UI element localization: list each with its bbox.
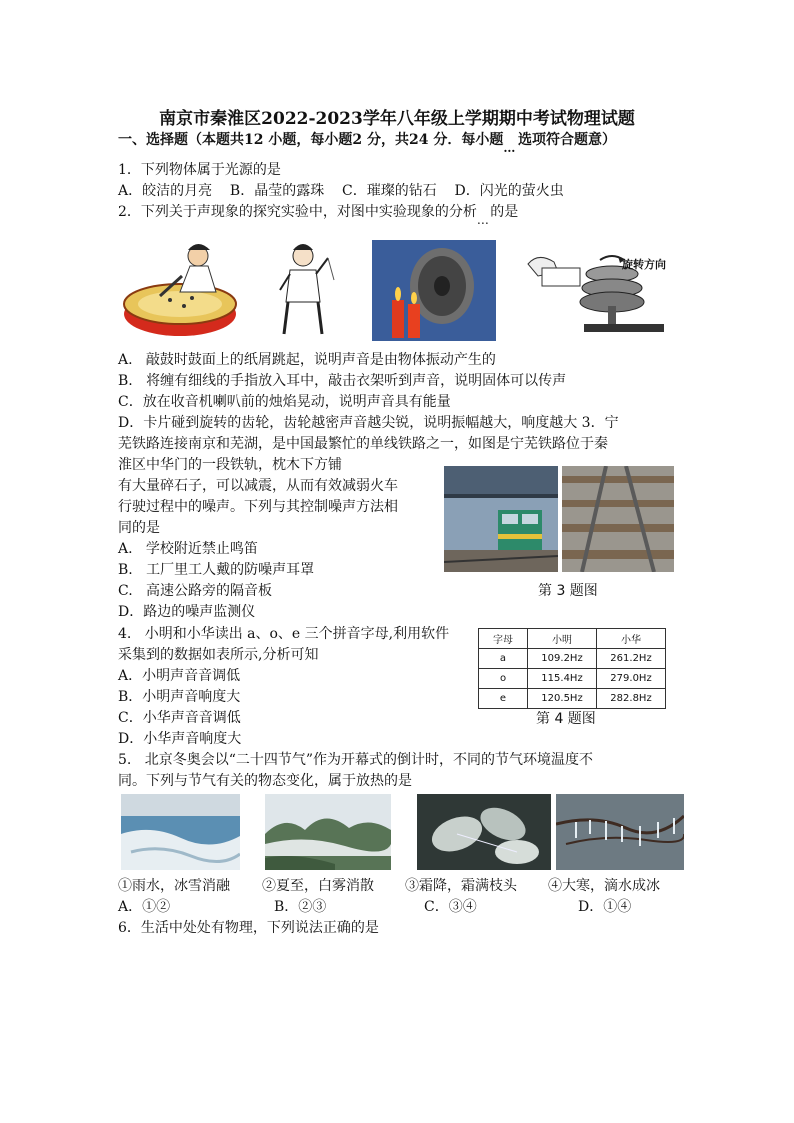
- q3-line-2: 淮区中华门的一段铁轨，枕木下方铺: [118, 457, 342, 473]
- table-cell: 279.0Hz: [597, 669, 666, 689]
- q3-line-3: 有大量碎石子，可以减震，从而有效减弱火车: [118, 478, 398, 494]
- icicles-photo: [556, 794, 684, 870]
- q2-option-c: C．放在收音机喇叭前的烛焰晃动，说明声音具有能量: [118, 394, 451, 410]
- q3-option-c: C. 高速公路旁的隔音板: [118, 583, 273, 599]
- q3-line-1: 芜铁路连接南京和芜湖，是中国最繁忙的单线铁路之一，如图是宁芜铁路位于秦: [118, 436, 608, 452]
- q4-figure-caption: 第 4 题图: [536, 711, 596, 727]
- q2-option-d: D．卡片碰到旋转的齿轮，齿轮越密声音越尖锐，说明振幅越大，响度越大 3．宁: [118, 415, 619, 431]
- rotate-direction-label: 旋转方向: [622, 258, 666, 271]
- ear-listening-figure: [268, 240, 338, 340]
- q1-options: A．皎洁的月亮 B．晶莹的露珠 C．璀璨的钻石 D．闪光的萤火虫: [118, 183, 564, 199]
- frequency-table: [478, 628, 666, 709]
- table-cell: 109.2Hz: [528, 649, 597, 669]
- q6-stem: 6．生活中处处有物理，下列说法正确的是: [118, 920, 379, 936]
- q4-option-d: D．小华声音响度大: [118, 731, 242, 747]
- train-photo: [444, 466, 558, 572]
- q3-option-d: D．路边的噪声监测仪: [118, 604, 256, 620]
- q4-line-1: 4. 小明和小华读出 a、o、e 三个拼音字母,利用软件: [118, 626, 450, 642]
- table-row: [479, 669, 666, 689]
- q1-stem: 1．下列物体属于光源的是: [118, 162, 281, 178]
- table-row: [479, 649, 666, 669]
- table-cell: 115.4Hz: [528, 669, 597, 689]
- table-header: 小明: [528, 629, 597, 649]
- q5-line-1: 5. 北京冬奥会以“二十四节气”作为开幕式的倒计时，不同的节气环境温度不: [118, 752, 594, 768]
- section-heading: [118, 130, 616, 150]
- table-header: 字母: [479, 629, 528, 649]
- q5-option-a: A．①②: [118, 899, 171, 915]
- mist-mountain-photo: [265, 794, 391, 870]
- q5-caption-3: ③霜降，霜满枝头: [405, 878, 517, 894]
- q3-option-b: B. 工厂里工人戴的防噪声耳罩: [118, 562, 315, 578]
- q3-line-5: 同的是: [118, 520, 160, 536]
- q5-caption-4: ④大寒，滴水成冰: [548, 878, 660, 894]
- table-header-row: [479, 629, 666, 649]
- q3-figure-caption: 第 3 题图: [538, 583, 598, 599]
- table-cell: e: [479, 689, 528, 709]
- q3-line-4: 行驶过程中的噪声。下列与其控制噪声方法相: [118, 499, 398, 515]
- table-row: [479, 689, 666, 709]
- q5-option-d: D．①④: [578, 899, 632, 915]
- q5-line-2: 同。下列与节气有关的物态变化，属于放热的是: [118, 773, 412, 789]
- table-cell: o: [479, 669, 528, 689]
- emphasis-dots: [503, 132, 518, 148]
- q5-caption-1: ①雨水，冰雪消融: [118, 878, 230, 894]
- q2-option-b: B. 将缠有细线的手指放入耳中，敲击衣架听到声音，说明固体可以传声: [118, 373, 567, 389]
- q3-option-a: A. 学校附近禁止鸣笛: [118, 541, 258, 557]
- q4-line-2: 采集到的数据如表所示,分析可知: [118, 647, 319, 663]
- q5-caption-2: ②夏至，白雾消散: [262, 878, 374, 894]
- candle-speaker-photo: [372, 240, 496, 341]
- q2-option-a: A. 敲鼓时鼓面上的纸屑跳起，说明声音是由物体振动产生的: [118, 352, 496, 368]
- table-cell: 120.5Hz: [528, 689, 597, 709]
- q5-option-b: B．②③: [274, 899, 327, 915]
- section-heading-part-a: 一、选择题（本题共12 小题，每小题2 分，共24 分．每小题: [118, 132, 504, 148]
- frost-leaves-photo: [417, 794, 551, 870]
- emphasis-dots: [477, 204, 490, 220]
- q5-option-c: C．③④: [424, 899, 477, 915]
- q4-option-b: B．小明声音响度大: [118, 689, 241, 705]
- melting-ice-photo: [121, 794, 240, 870]
- q2-stem-part-a: 2．下列关于声现象的探究实验中，对图中实验现象的分析: [118, 204, 477, 220]
- table-cell: 261.2Hz: [597, 649, 666, 669]
- q4-option-c: C．小华声音音调低: [118, 710, 241, 726]
- table-cell: 282.8Hz: [597, 689, 666, 709]
- table-cell: a: [479, 649, 528, 669]
- table-header: 小华: [597, 629, 666, 649]
- q4-option-a: A．小明声音音调低: [118, 668, 241, 684]
- section-heading-part-b: 选项符合题意）: [517, 132, 616, 148]
- page-title: 南京市秦淮区2022-2023学年八年级上学期期中考试物理试题: [159, 109, 635, 129]
- track-photo: [562, 466, 674, 572]
- drum-figure: [120, 236, 242, 340]
- q2-stem: [118, 202, 518, 222]
- q2-stem-part-b: 的是: [490, 204, 519, 220]
